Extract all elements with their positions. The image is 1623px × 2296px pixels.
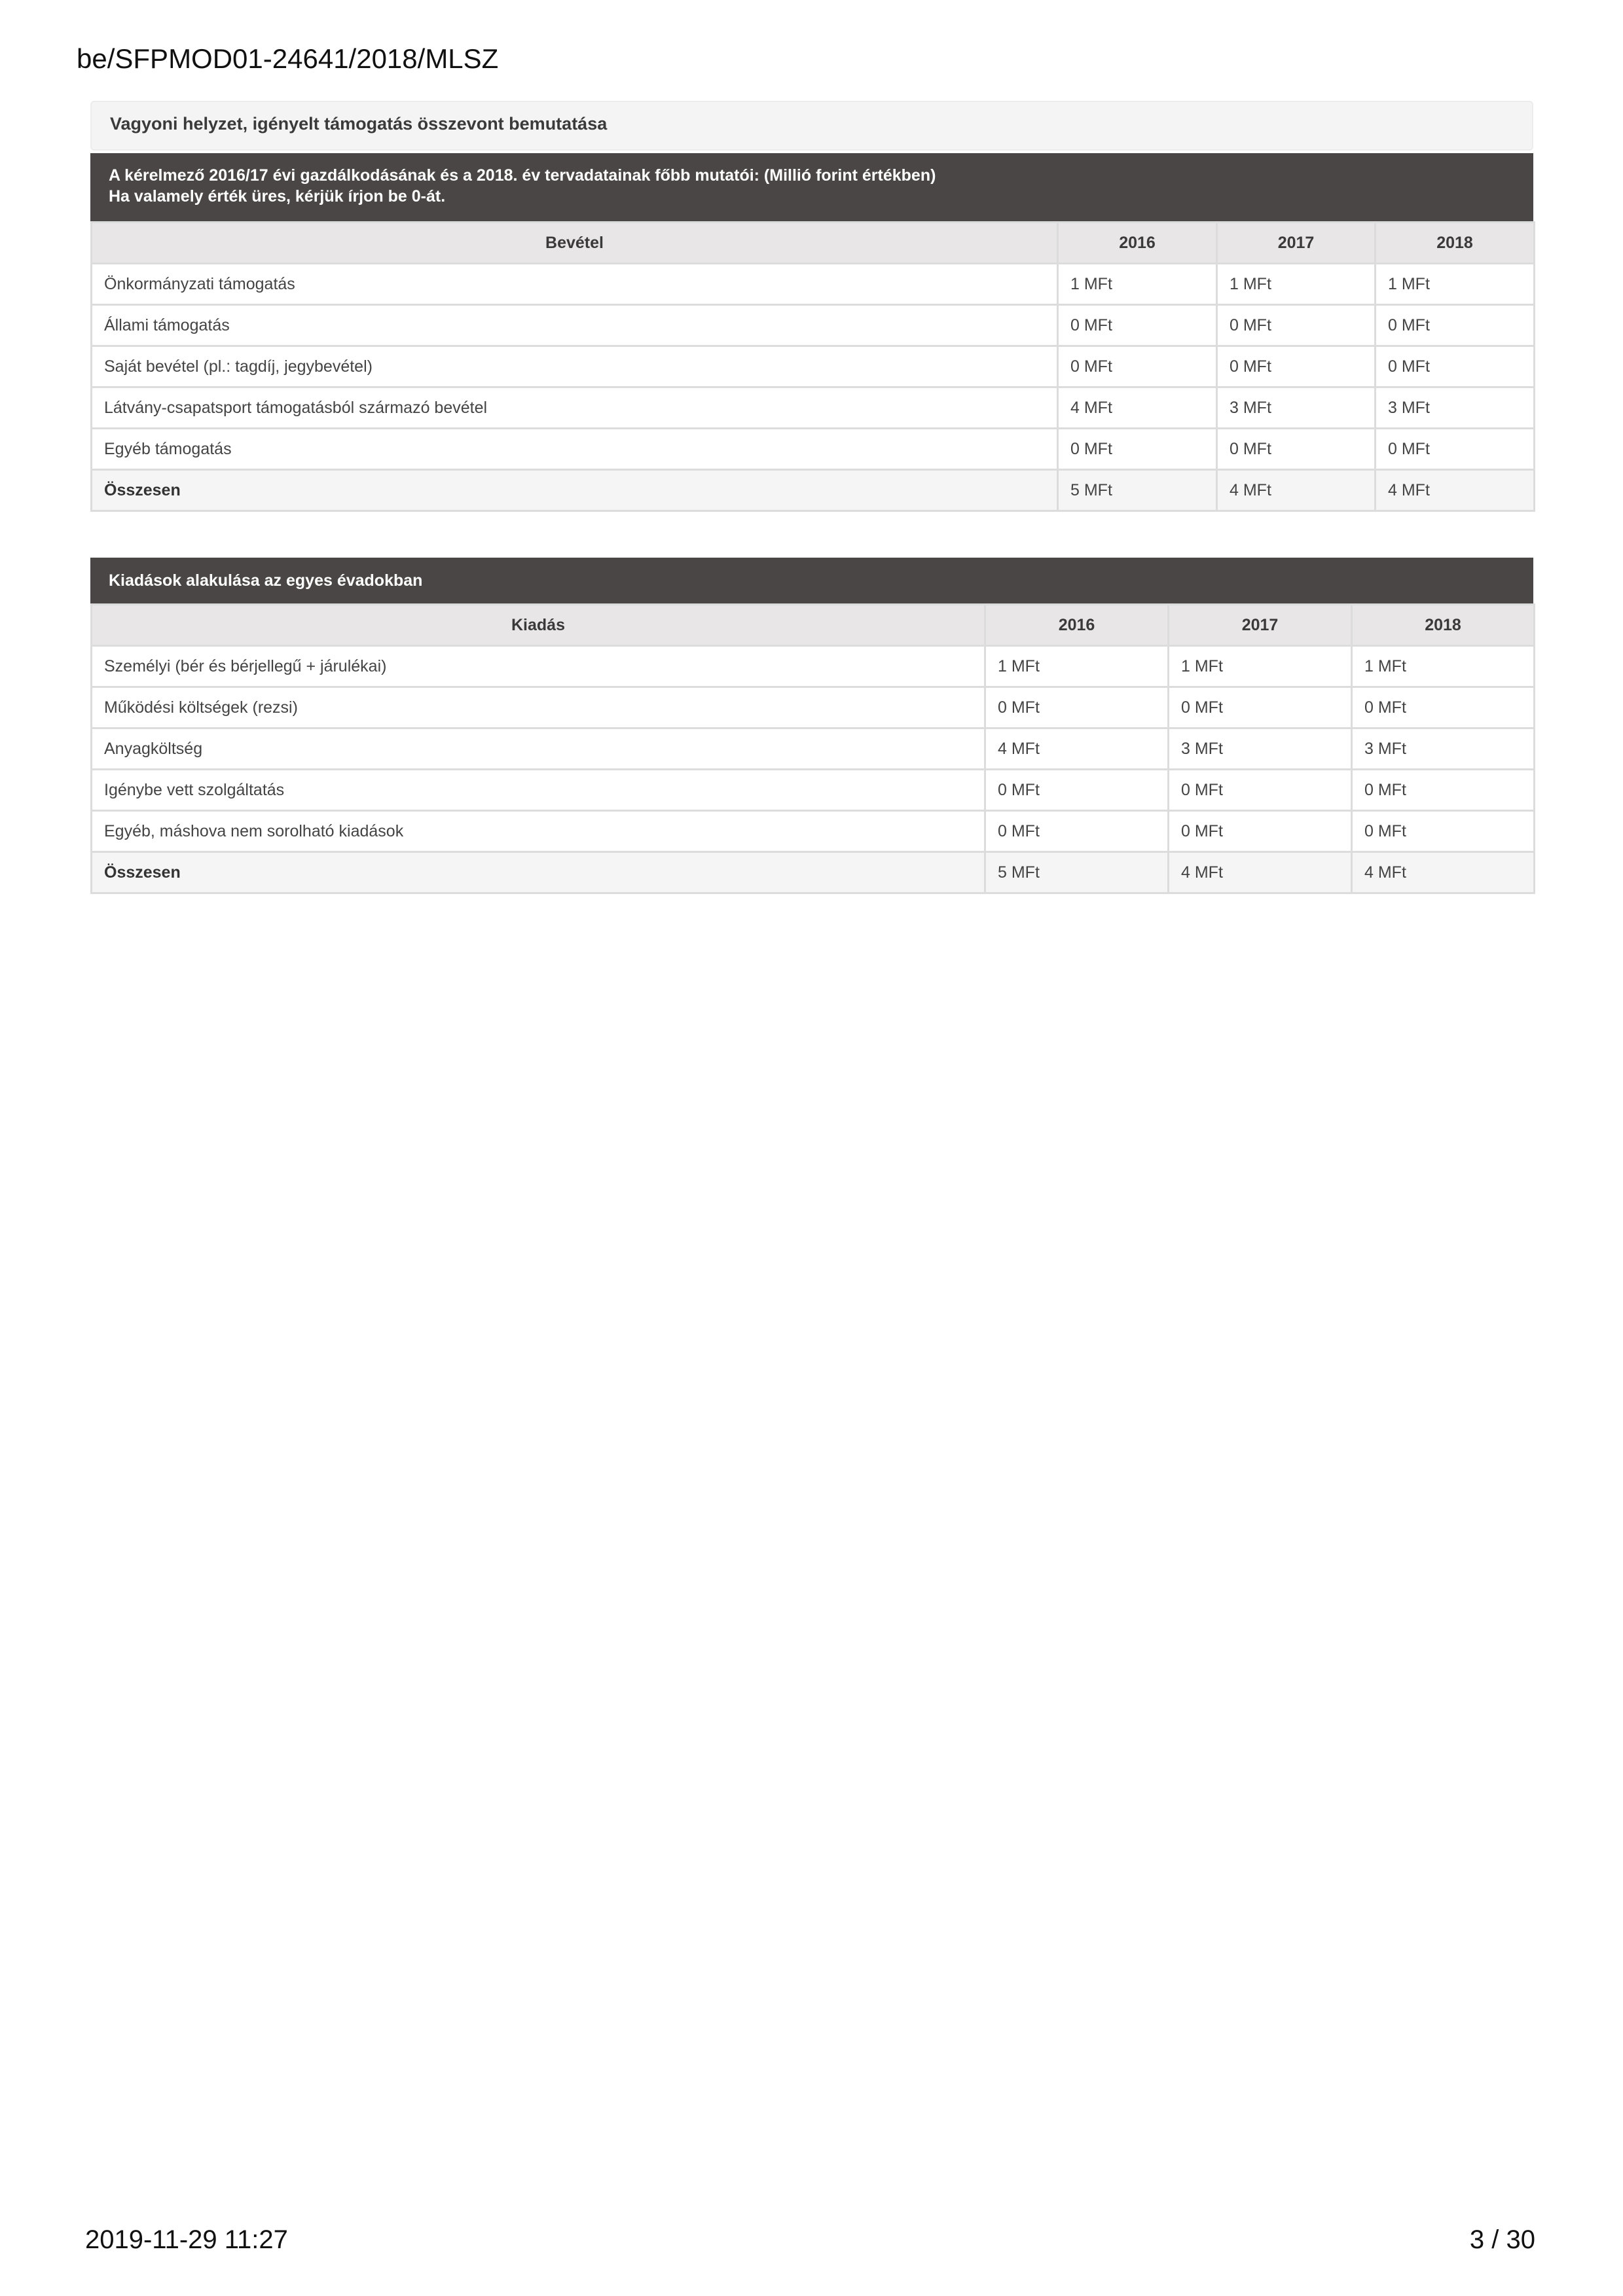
total-row	[92, 470, 1535, 511]
footer-datetime: 2019-11-29 11:27	[85, 2225, 288, 2254]
value-2017: 0 MFt	[1217, 346, 1376, 387]
table-row	[92, 728, 1535, 770]
income-header-line2: Ha valamely érték üres, kérjük írjon be 0-át.	[109, 187, 446, 206]
value-2017: 0 MFt	[1169, 770, 1352, 811]
value-2018: 0 MFt	[1352, 811, 1535, 852]
row-label: Anyagköltség	[92, 728, 985, 770]
value-2017: 0 MFt	[1169, 687, 1352, 728]
value-2016: 0 MFt	[1058, 346, 1217, 387]
row-label: Működési költségek (rezsi)	[92, 687, 985, 728]
value-2016: 0 MFt	[985, 687, 1169, 728]
table-row	[92, 429, 1535, 470]
table-row	[92, 387, 1535, 429]
value-2018: 0 MFt	[1376, 305, 1535, 346]
total-2017: 4 MFt	[1169, 852, 1352, 893]
total-2016: 5 MFt	[1058, 470, 1217, 511]
income-col-2018: 2018	[1376, 223, 1535, 264]
value-2018: 3 MFt	[1376, 387, 1535, 429]
value-2016: 1 MFt	[1058, 264, 1217, 305]
value-2016: 1 MFt	[985, 646, 1169, 687]
value-2018: 0 MFt	[1352, 687, 1535, 728]
row-label: Látvány-csapatsport támogatásból származó bevétel	[92, 387, 1058, 429]
income-header-line1: A kérelmező 2016/17 évi gazdálkodásának és a 2018. év tervadatainak főbb mutatói: (Millió forint értékben)	[109, 166, 936, 185]
document-id: be/SFPMOD01-24641/2018/MLSZ	[77, 43, 499, 74]
total-label: Összesen	[92, 470, 1058, 511]
value-2018: 1 MFt	[1352, 646, 1535, 687]
section-title: Vagyoni helyzet, igényelt támogatás összevont bemutatása	[90, 101, 1533, 151]
income-table-header	[90, 153, 1533, 221]
value-2018: 1 MFt	[1376, 264, 1535, 305]
income-col-2016: 2016	[1058, 223, 1217, 264]
value-2016: 4 MFt	[985, 728, 1169, 770]
value-2016: 0 MFt	[985, 770, 1169, 811]
row-label: Saját bevétel (pl.: tagdíj, jegybevétel)	[92, 346, 1058, 387]
row-label: Személyi (bér és bérjellegű + járulékai)	[92, 646, 985, 687]
expenses-col-label: Kiadás	[92, 605, 985, 646]
value-2017: 0 MFt	[1169, 811, 1352, 852]
page-number: 3 / 30	[1469, 2225, 1535, 2254]
value-2017: 0 MFt	[1217, 429, 1376, 470]
value-2017: 0 MFt	[1217, 305, 1376, 346]
table-row	[92, 770, 1535, 811]
value-2017: 1 MFt	[1169, 646, 1352, 687]
table-row	[92, 346, 1535, 387]
table-row	[92, 264, 1535, 305]
value-2018: 0 MFt	[1376, 346, 1535, 387]
row-label: Önkormányzati támogatás	[92, 264, 1058, 305]
value-2016: 0 MFt	[1058, 305, 1217, 346]
expenses-header-row	[92, 605, 1535, 646]
expenses-table-header: Kiadások alakulása az egyes évadokban	[90, 558, 1533, 603]
row-label: Egyéb támogatás	[92, 429, 1058, 470]
total-label: Összesen	[92, 852, 985, 893]
table-row	[92, 646, 1535, 687]
expenses-col-2017: 2017	[1169, 605, 1352, 646]
income-table	[90, 221, 1535, 512]
row-label: Igénybe vett szolgáltatás	[92, 770, 985, 811]
row-label: Állami támogatás	[92, 305, 1058, 346]
total-2018: 4 MFt	[1352, 852, 1535, 893]
total-2017: 4 MFt	[1217, 470, 1376, 511]
table-row	[92, 687, 1535, 728]
table-row	[92, 811, 1535, 852]
expenses-col-2016: 2016	[985, 605, 1169, 646]
value-2016: 0 MFt	[985, 811, 1169, 852]
total-row	[92, 852, 1535, 893]
value-2016: 4 MFt	[1058, 387, 1217, 429]
total-2018: 4 MFt	[1376, 470, 1535, 511]
row-label: Egyéb, máshova nem sorolható kiadások	[92, 811, 985, 852]
value-2018: 3 MFt	[1352, 728, 1535, 770]
income-col-label: Bevétel	[92, 223, 1058, 264]
total-2016: 5 MFt	[985, 852, 1169, 893]
value-2016: 0 MFt	[1058, 429, 1217, 470]
value-2017: 3 MFt	[1169, 728, 1352, 770]
income-col-2017: 2017	[1217, 223, 1376, 264]
income-header-row	[92, 223, 1535, 264]
value-2017: 3 MFt	[1217, 387, 1376, 429]
expenses-col-2018: 2018	[1352, 605, 1535, 646]
expenses-table	[90, 603, 1535, 894]
value-2018: 0 MFt	[1376, 429, 1535, 470]
table-row	[92, 305, 1535, 346]
value-2017: 1 MFt	[1217, 264, 1376, 305]
value-2018: 0 MFt	[1352, 770, 1535, 811]
